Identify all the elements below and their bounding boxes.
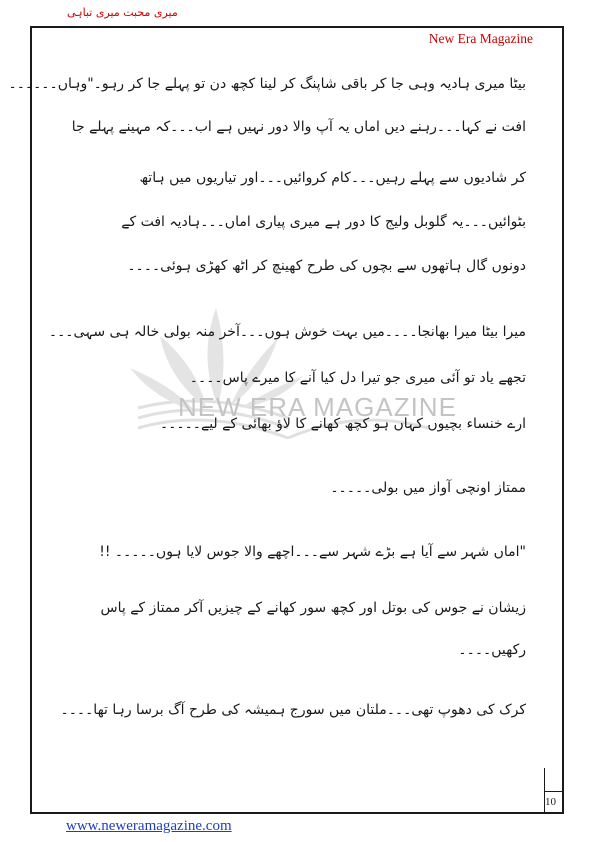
body-line: "اماں شہر سے آیا ہے بڑے شہر سے۔۔۔اچھے والا جوس لایا ہوں۔۔۔۔۔ !! — [99, 544, 526, 560]
body-line: کر شادیوں سے پہلے رہیں۔۔۔کام کروائیں۔۔۔اور تیاریوں میں ہاتھ — [139, 170, 526, 186]
body-line: بیٹا میری ہادیہ وہی جا کر باقی شاپنگ کر لینا کچھ دن تو پہلے جا کر رہو۔"وہاں۔۔۔۔۔۔ — [8, 76, 526, 92]
page-title: میری محبت میری تباہی — [67, 6, 178, 19]
page-number-divider — [544, 791, 564, 792]
body-line: تجھے یاد تو آئی میری جو تیرا دل کیا آنے کا میرے پاس۔۔۔۔ — [189, 370, 526, 386]
body-line: ارے خنساء بچیوں کہاں ہو کچھ کھانے کا لاؤ بھائی کے لیے۔۔۔۔۔ — [159, 416, 526, 432]
website-link[interactable]: www.neweramagazine.com — [66, 818, 232, 834]
watermark-title: NEW ERA MAGAZINE — [178, 392, 457, 422]
body-line: زیشان نے جوس کی بوتل اور کچھ سور کھانے کے چیزیں آکر ممتاز کے پاس — [100, 600, 526, 616]
page-number: 10 — [545, 796, 556, 808]
body-line: افت نے کہا۔۔۔رہنے دیں اماں یہ آپ والا دور نہیں ہے اب۔۔۔کہ مہینے پہلے جا — [71, 119, 526, 135]
body-line: کرک کی دھوپ تھی۔۔۔ملتان میں سورج ہمیشہ کی طرح آگ برسا رہا تھا۔۔۔۔ — [60, 702, 526, 718]
body-line: میرا بیٹا میرا بھانجا۔۔۔۔میں بہت خوش ہوں۔۔۔آخر منہ بولی خالہ ہی سہی۔۔۔ — [48, 324, 526, 340]
body-line: ممتاز اونچی آواز میں بولی۔۔۔۔۔ — [330, 480, 526, 496]
magazine-name: New Era Magazine — [428, 31, 533, 46]
body-line: بٹوائیں۔۔۔یہ گلوبل ولیج کا دور ہے میری پیاری اماں۔۔۔ہادیہ افت کے — [121, 214, 526, 230]
body-line: دونوں گال ہاتھوں سے بچوں کی طرح کھینچ کر اٹھ کھڑی ہوئی۔۔۔۔ — [127, 258, 526, 274]
body-line: رکھیں۔۔۔۔ — [458, 642, 526, 658]
